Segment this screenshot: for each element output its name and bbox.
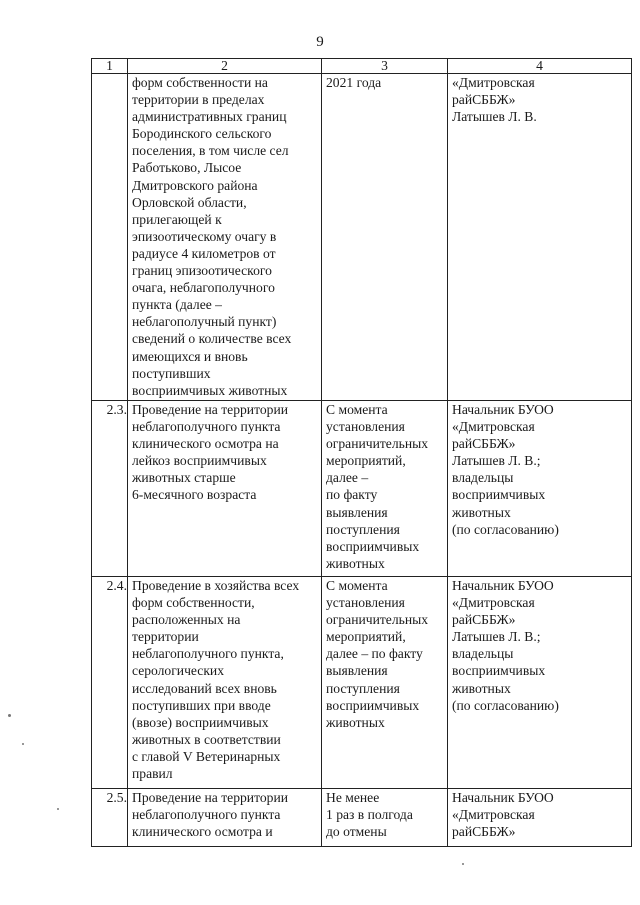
- cell-line: расположенных на: [132, 612, 241, 628]
- responsible-party: [448, 401, 632, 577]
- row-number: 2.5.: [92, 789, 128, 847]
- cell-line: до отмены: [326, 824, 387, 840]
- cell-line: по факту: [326, 487, 378, 503]
- cell-line: выявления: [326, 663, 388, 679]
- cell-line: радиусе 4 километров от: [132, 245, 276, 261]
- cell-line: Бородинского сельского: [132, 126, 272, 142]
- cell-line: установления: [326, 419, 405, 435]
- cell-line: эпизоотическому очагу в: [132, 228, 277, 244]
- measure-description: [128, 789, 322, 847]
- cell-line: восприимчивых животных: [132, 382, 288, 398]
- cell-line: неблагополучного пункта: [132, 807, 281, 823]
- cell-line: восприимчивых: [326, 538, 420, 554]
- cell-line: животных старше: [132, 470, 236, 486]
- cell-line: С момента: [326, 578, 388, 593]
- cell-line: Начальник БУОО: [452, 578, 554, 593]
- row-number: [92, 74, 128, 401]
- cell-line: Проведение на территории: [132, 790, 288, 805]
- cell-line: территории в пределах: [132, 92, 265, 108]
- cell-line: исследований всех вновь: [132, 680, 277, 696]
- cell-line: имеющихся и вновь: [132, 348, 248, 364]
- cell-line: животных: [452, 680, 511, 696]
- cell-line: форм собственности,: [132, 595, 255, 611]
- header-cell: 1: [92, 59, 128, 74]
- cell-line: правил: [132, 766, 173, 782]
- cell-line: территории: [132, 629, 199, 645]
- measure-description: [128, 577, 322, 789]
- cell-line: форм собственности на: [132, 75, 268, 90]
- cell-line: владельцы: [452, 646, 514, 662]
- cell-line: Проведение на территории: [132, 402, 288, 417]
- table-row: [92, 789, 632, 847]
- scan-speck: [57, 808, 59, 810]
- cell-line: животных в соответствии: [132, 731, 281, 747]
- cell-line: владельцы: [452, 470, 514, 486]
- cell-line: клинического осмотра на: [132, 436, 279, 452]
- cell-line: 1 раз в полгода: [326, 807, 413, 823]
- cell-line: «Дмитровская: [452, 419, 535, 435]
- cell-line: мероприятий,: [326, 453, 406, 469]
- cell-line: поступления: [326, 680, 400, 696]
- cell-line: С момента: [326, 402, 388, 417]
- scan-speck: [462, 863, 464, 865]
- cell-line: райСББЖ»: [452, 612, 516, 628]
- cell-line: поступивших: [132, 365, 211, 381]
- cell-line: восприимчивых: [326, 697, 420, 713]
- measure-deadline: [322, 74, 448, 401]
- cell-line: восприимчивых: [452, 663, 546, 679]
- cell-line: поселения, в том числе сел: [132, 143, 289, 159]
- cell-line: 2021 года: [326, 75, 382, 90]
- cell-line: выявления: [326, 504, 388, 520]
- cell-line: границ эпизоотического: [132, 263, 272, 279]
- table-row: [92, 74, 632, 401]
- cell-line: Работьково, Лысое: [132, 160, 242, 176]
- measure-description: [128, 401, 322, 577]
- cell-line: ограничительных: [326, 612, 429, 628]
- measure-description: [128, 74, 322, 401]
- cell-line: (ввозе) восприимчивых: [132, 714, 269, 730]
- cell-line: Дмитровского района: [132, 177, 258, 193]
- cell-line: ограничительных: [326, 436, 429, 452]
- cell-line: Орловской области,: [132, 194, 247, 210]
- cell-line: неблагополучного пункта: [132, 419, 281, 435]
- measure-deadline: [322, 577, 448, 789]
- measure-deadline: [322, 789, 448, 847]
- cell-line: очага, неблагополучного: [132, 280, 275, 296]
- row-number: 2.3.: [92, 401, 128, 577]
- cell-line: поступивших при вводе: [132, 697, 271, 713]
- header-cell: 3: [322, 59, 448, 74]
- cell-line: животных: [326, 555, 385, 571]
- page-number: 9: [316, 34, 324, 50]
- cell-line: неблагополучный пункт): [132, 314, 277, 330]
- measures-table: [91, 58, 632, 847]
- scan-speck: [22, 743, 24, 745]
- cell-line: Латышев Л. В.: [452, 109, 537, 125]
- table-row: [92, 401, 632, 577]
- responsible-party: [448, 74, 632, 401]
- cell-line: «Дмитровская: [452, 807, 535, 823]
- cell-line: райСББЖ»: [452, 436, 516, 452]
- cell-line: неблагополучного пункта,: [132, 646, 284, 662]
- cell-line: серологических: [132, 663, 224, 679]
- header-cell: 4: [448, 59, 632, 74]
- cell-line: поступления: [326, 521, 400, 537]
- header-cell: 2: [128, 59, 322, 74]
- cell-line: прилегающей к: [132, 211, 222, 227]
- cell-line: Латышев Л. В.;: [452, 629, 541, 645]
- cell-line: далее – по факту: [326, 646, 423, 662]
- scan-speck: [8, 714, 11, 717]
- cell-line: животных: [326, 714, 385, 730]
- cell-line: Начальник БУОО: [452, 790, 554, 805]
- cell-line: животных: [452, 504, 511, 520]
- cell-line: установления: [326, 595, 405, 611]
- cell-line: 6-месячного возраста: [132, 487, 257, 503]
- cell-line: пункта (далее –: [132, 297, 222, 313]
- cell-line: Начальник БУОО: [452, 402, 554, 417]
- cell-line: лейкоз восприимчивых: [132, 453, 267, 469]
- cell-line: «Дмитровская: [452, 75, 535, 90]
- cell-line: сведений о количестве всех: [132, 331, 292, 347]
- cell-line: Проведение в хозяйства всех: [132, 578, 300, 593]
- table-row: [92, 577, 632, 789]
- cell-line: Латышев Л. В.;: [452, 453, 541, 469]
- cell-line: мероприятий,: [326, 629, 406, 645]
- cell-line: восприимчивых: [452, 487, 546, 503]
- cell-line: (по согласованию): [452, 521, 559, 537]
- cell-line: «Дмитровская: [452, 595, 535, 611]
- cell-line: далее –: [326, 470, 369, 486]
- table-header-row: [92, 59, 632, 74]
- cell-line: с главой V Ветеринарных: [132, 748, 281, 764]
- responsible-party: [448, 789, 632, 847]
- responsible-party: [448, 577, 632, 789]
- cell-line: райСББЖ»: [452, 92, 516, 108]
- cell-line: Не менее: [326, 790, 380, 805]
- cell-line: административных границ: [132, 109, 287, 125]
- row-number: 2.4.: [92, 577, 128, 789]
- measure-deadline: [322, 401, 448, 577]
- cell-line: райСББЖ»: [452, 824, 516, 840]
- cell-line: (по согласованию): [452, 697, 559, 713]
- cell-line: клинического осмотра и: [132, 824, 273, 840]
